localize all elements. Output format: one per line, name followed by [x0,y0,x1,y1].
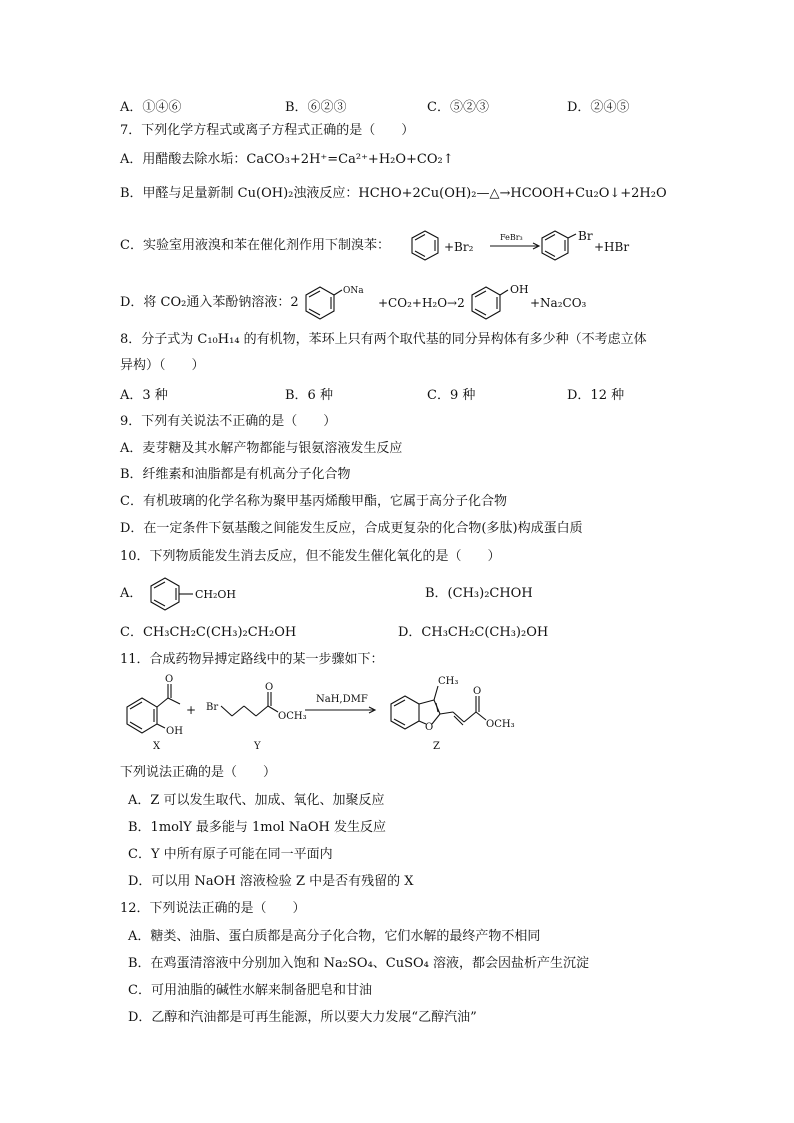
q7-option-d-text: D．将 CO₂通入苯酚钠溶液：2 [120,295,299,310]
q12-stem: 12．下列说法正确的是（ ） [120,901,306,916]
q11-z-ring-oxygen: O [425,722,434,733]
q7-c-hbr: +HBr [594,240,630,254]
q7-bromination-equation [410,228,650,268]
q6-option-c: C．⑤②③ [427,100,489,115]
q10-option-d: D．CH₃CH₂C(CH₃)₂OH [398,625,549,640]
benzene-ring-icon [151,578,193,610]
q10-benzyl-alcohol [145,574,255,614]
q11-z-methyl: CH₃ [438,676,459,687]
compound-y-structure [221,692,278,716]
benzene-ring-icon [412,231,438,260]
q8-options [120,384,680,402]
q8-stem-line2: 异构）（ ） [120,358,205,373]
q10-option-b: B．(CH₃)₂CHOH [425,586,533,601]
bromobenzene-ring-icon [542,231,576,260]
q10-stem: 10．下列物质能发生消去反应，但不能发生催化氧化的是（ ） [120,549,501,564]
q12-option-a: A．糖类、油脂、蛋白质都是高分子化合物，它们水解的最终产物不相同 [128,929,541,944]
q10-option-a-label: A． [120,586,143,601]
q9-option-d: D．在一定条件下氨基酸之间能发生反应，合成更复杂的化合物(多肽)构成蛋白质 [120,521,583,536]
q11-plus: + [186,703,197,717]
q7-option-b: B．甲醛与足量新制 Cu(OH)₂浊液反应：HCHO+2Cu(OH)₂—△→HCOOH+Cu₂O↓+2H₂O [120,186,667,201]
q8-option-a: A．3 种 [120,388,168,403]
q11-option-d: D．可以用 NaOH 溶液检验 Z 中是否有残留的 X [128,874,414,889]
q7-option-a: A．用醋酸去除水垢：CaCO₃+2H⁺=Ca²⁺+H₂O+CO₂↑ [120,152,454,167]
q7-d-oh: OH [510,283,529,296]
q7-c-br: Br [578,229,593,243]
q7-option-c-text: C．实验室用液溴和苯在催化剂作用下制溴苯： [120,238,390,253]
q11-option-c: C．Y 中所有原子可能在同一平面内 [128,847,333,862]
q11-z-methoxy: OCH₃ [486,719,515,730]
q8-stem-line1: 8．分子式为 C₁₀H₁₄ 的有机物，苯环上只有两个取代基的同分异构体有多少种（不考虑立体 [120,332,647,347]
q7-phenoxide-equation [300,280,600,322]
compound-z-structure [391,686,486,729]
q7-c-catalyst: FeBr₃ [500,233,523,242]
q11-option-a: A．Z 可以发生取代、加成、氧化、加聚反应 [128,793,385,808]
q11-x-label: X [153,741,161,752]
q6-option-d: D．②④⑤ [567,100,630,115]
q11-reaction-scheme [120,672,560,752]
q11-z-label: Z [433,741,440,752]
q11-prompt: 下列说法正确的是（ ） [120,765,277,780]
q11-conditions: NaH,DMF [316,694,368,705]
q11-y-methoxy: OCH₃ [278,711,307,722]
q9-option-b: B．纤维素和油脂都是有机高分子化合物 [120,467,351,482]
q9-option-c: C．有机玻璃的化学名称为聚甲基丙烯酸甲酯，它属于高分子化合物 [120,494,507,509]
q8-option-b: B．6 种 [285,388,333,403]
q11-y-oxygen: O [265,682,274,693]
q6-option-a: A．①④⑥ [120,100,182,115]
q8-option-d: D．12 种 [567,388,625,403]
phenol-ring-icon [472,287,508,319]
q7-d-ona: ONa [343,286,364,296]
q10-option-c: C．CH₃CH₂C(CH₃)₂CH₂OH [120,625,297,640]
q8-option-c: C．9 种 [427,388,476,403]
q11-option-b: B．1molY 最多能与 1mol NaOH 发生反应 [128,820,386,835]
q9-stem: 9．下列有关说法不正确的是（ ） [120,414,337,429]
q7-c-br2: +Br₂ [444,240,474,254]
q6-options [120,96,680,114]
q6-option-b: B．⑥②③ [285,100,347,115]
q7-d-end: +Na₂CO₃ [530,296,587,310]
q11-x-hydroxyl: OH [166,726,183,737]
q9-option-a: A．麦芽糖及其水解产物都能与银氨溶液发生反应 [120,441,403,456]
q7-stem: 7．下列化学方程式或离子方程式正确的是（ ） [120,123,415,138]
q11-y-label: Y [254,741,261,752]
q11-stem: 11．合成药物异搏定路线中的某一步骤如下： [120,652,384,667]
q11-y-bromine: Br [206,702,219,713]
q7-d-mid: +CO₂+H₂O→2 [378,296,465,310]
q11-x-oxygen: O [165,674,174,685]
q11-z-oxygen: O [473,686,482,697]
q12-option-b: B．在鸡蛋清溶液中分别加入饱和 Na₂SO₄、CuSO₄ 溶液，都会因盐析产生沉淀 [128,956,590,971]
q10-a-group: CH₂OH [195,588,237,601]
sodium-phenoxide-ring-icon [306,287,342,319]
q12-option-d: D．乙醇和汽油都是可再生能源，所以要大力发展“乙醇汽油” [128,1010,477,1025]
q12-option-c: C．可用油脂的碱性水解来制备肥皂和甘油 [128,983,372,998]
